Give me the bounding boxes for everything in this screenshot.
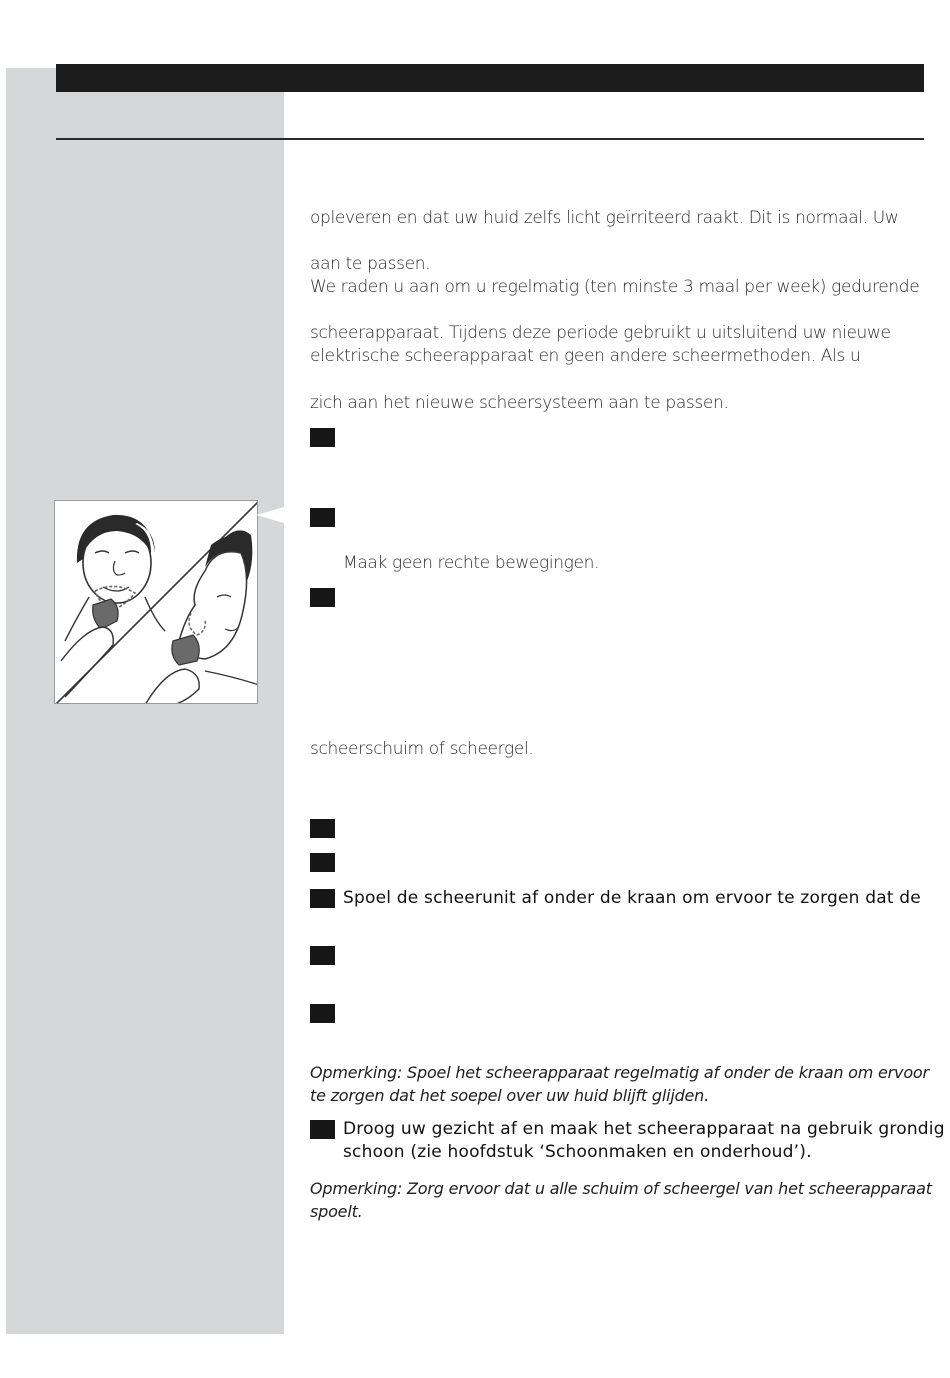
body-line: elektrische scheerapparaat en geen andere scheermethoden. Als u bbox=[310, 346, 861, 366]
header-bar bbox=[56, 64, 924, 92]
shaving-illustration-icon bbox=[54, 500, 258, 704]
step-marker bbox=[310, 1120, 335, 1139]
body-line: scheerapparaat. Tijdens deze periode gebruikt u uitsluitend uw nieuwe bbox=[310, 323, 891, 343]
step-dry-text: schoon (zie hoofdstuk ‘Schoonmaken en onderhoud’). bbox=[343, 1142, 812, 1162]
body-line: scheerschuim of scheergel. bbox=[310, 739, 534, 759]
step-marker bbox=[310, 853, 335, 872]
body-line: zich aan het nieuwe scheersysteem aan te passen. bbox=[310, 393, 729, 413]
step-marker bbox=[310, 889, 335, 908]
step-marker bbox=[310, 819, 335, 838]
step-note: Maak geen rechte bewegingen. bbox=[343, 553, 600, 573]
header-rule bbox=[56, 138, 924, 140]
step-marker bbox=[310, 1004, 335, 1023]
note-text: Opmerking: Zorg ervoor dat u alle schuim of scheergel van het scheerapparaat bbox=[310, 1179, 932, 1198]
step-marker bbox=[310, 428, 335, 447]
body-line: aan te passen. bbox=[310, 254, 431, 274]
step-dry-text: Droog uw gezicht af en maak het scheerapparaat na gebruik grondig bbox=[343, 1119, 945, 1139]
note-text: spoelt. bbox=[310, 1202, 363, 1221]
step-marker bbox=[310, 508, 335, 527]
step-rinse-text: Spoel de scheerunit af onder de kraan om ervoor te zorgen dat de bbox=[343, 888, 921, 908]
step-marker bbox=[310, 946, 335, 965]
step-marker bbox=[310, 588, 335, 607]
note-text: Opmerking: Spoel het scheerapparaat regelmatig af onder de kraan om ervoor bbox=[310, 1063, 929, 1082]
body-line: opleveren en dat uw huid zelfs licht geïrriteerd raakt. Dit is normaal. Uw bbox=[310, 208, 899, 228]
callout-pointer bbox=[256, 507, 284, 523]
body-line: We raden u aan om u regelmatig (ten minste 3 maal per week) gedurende bbox=[310, 277, 920, 297]
note-text: te zorgen dat het soepel over uw huid blijft glijden. bbox=[310, 1086, 710, 1105]
